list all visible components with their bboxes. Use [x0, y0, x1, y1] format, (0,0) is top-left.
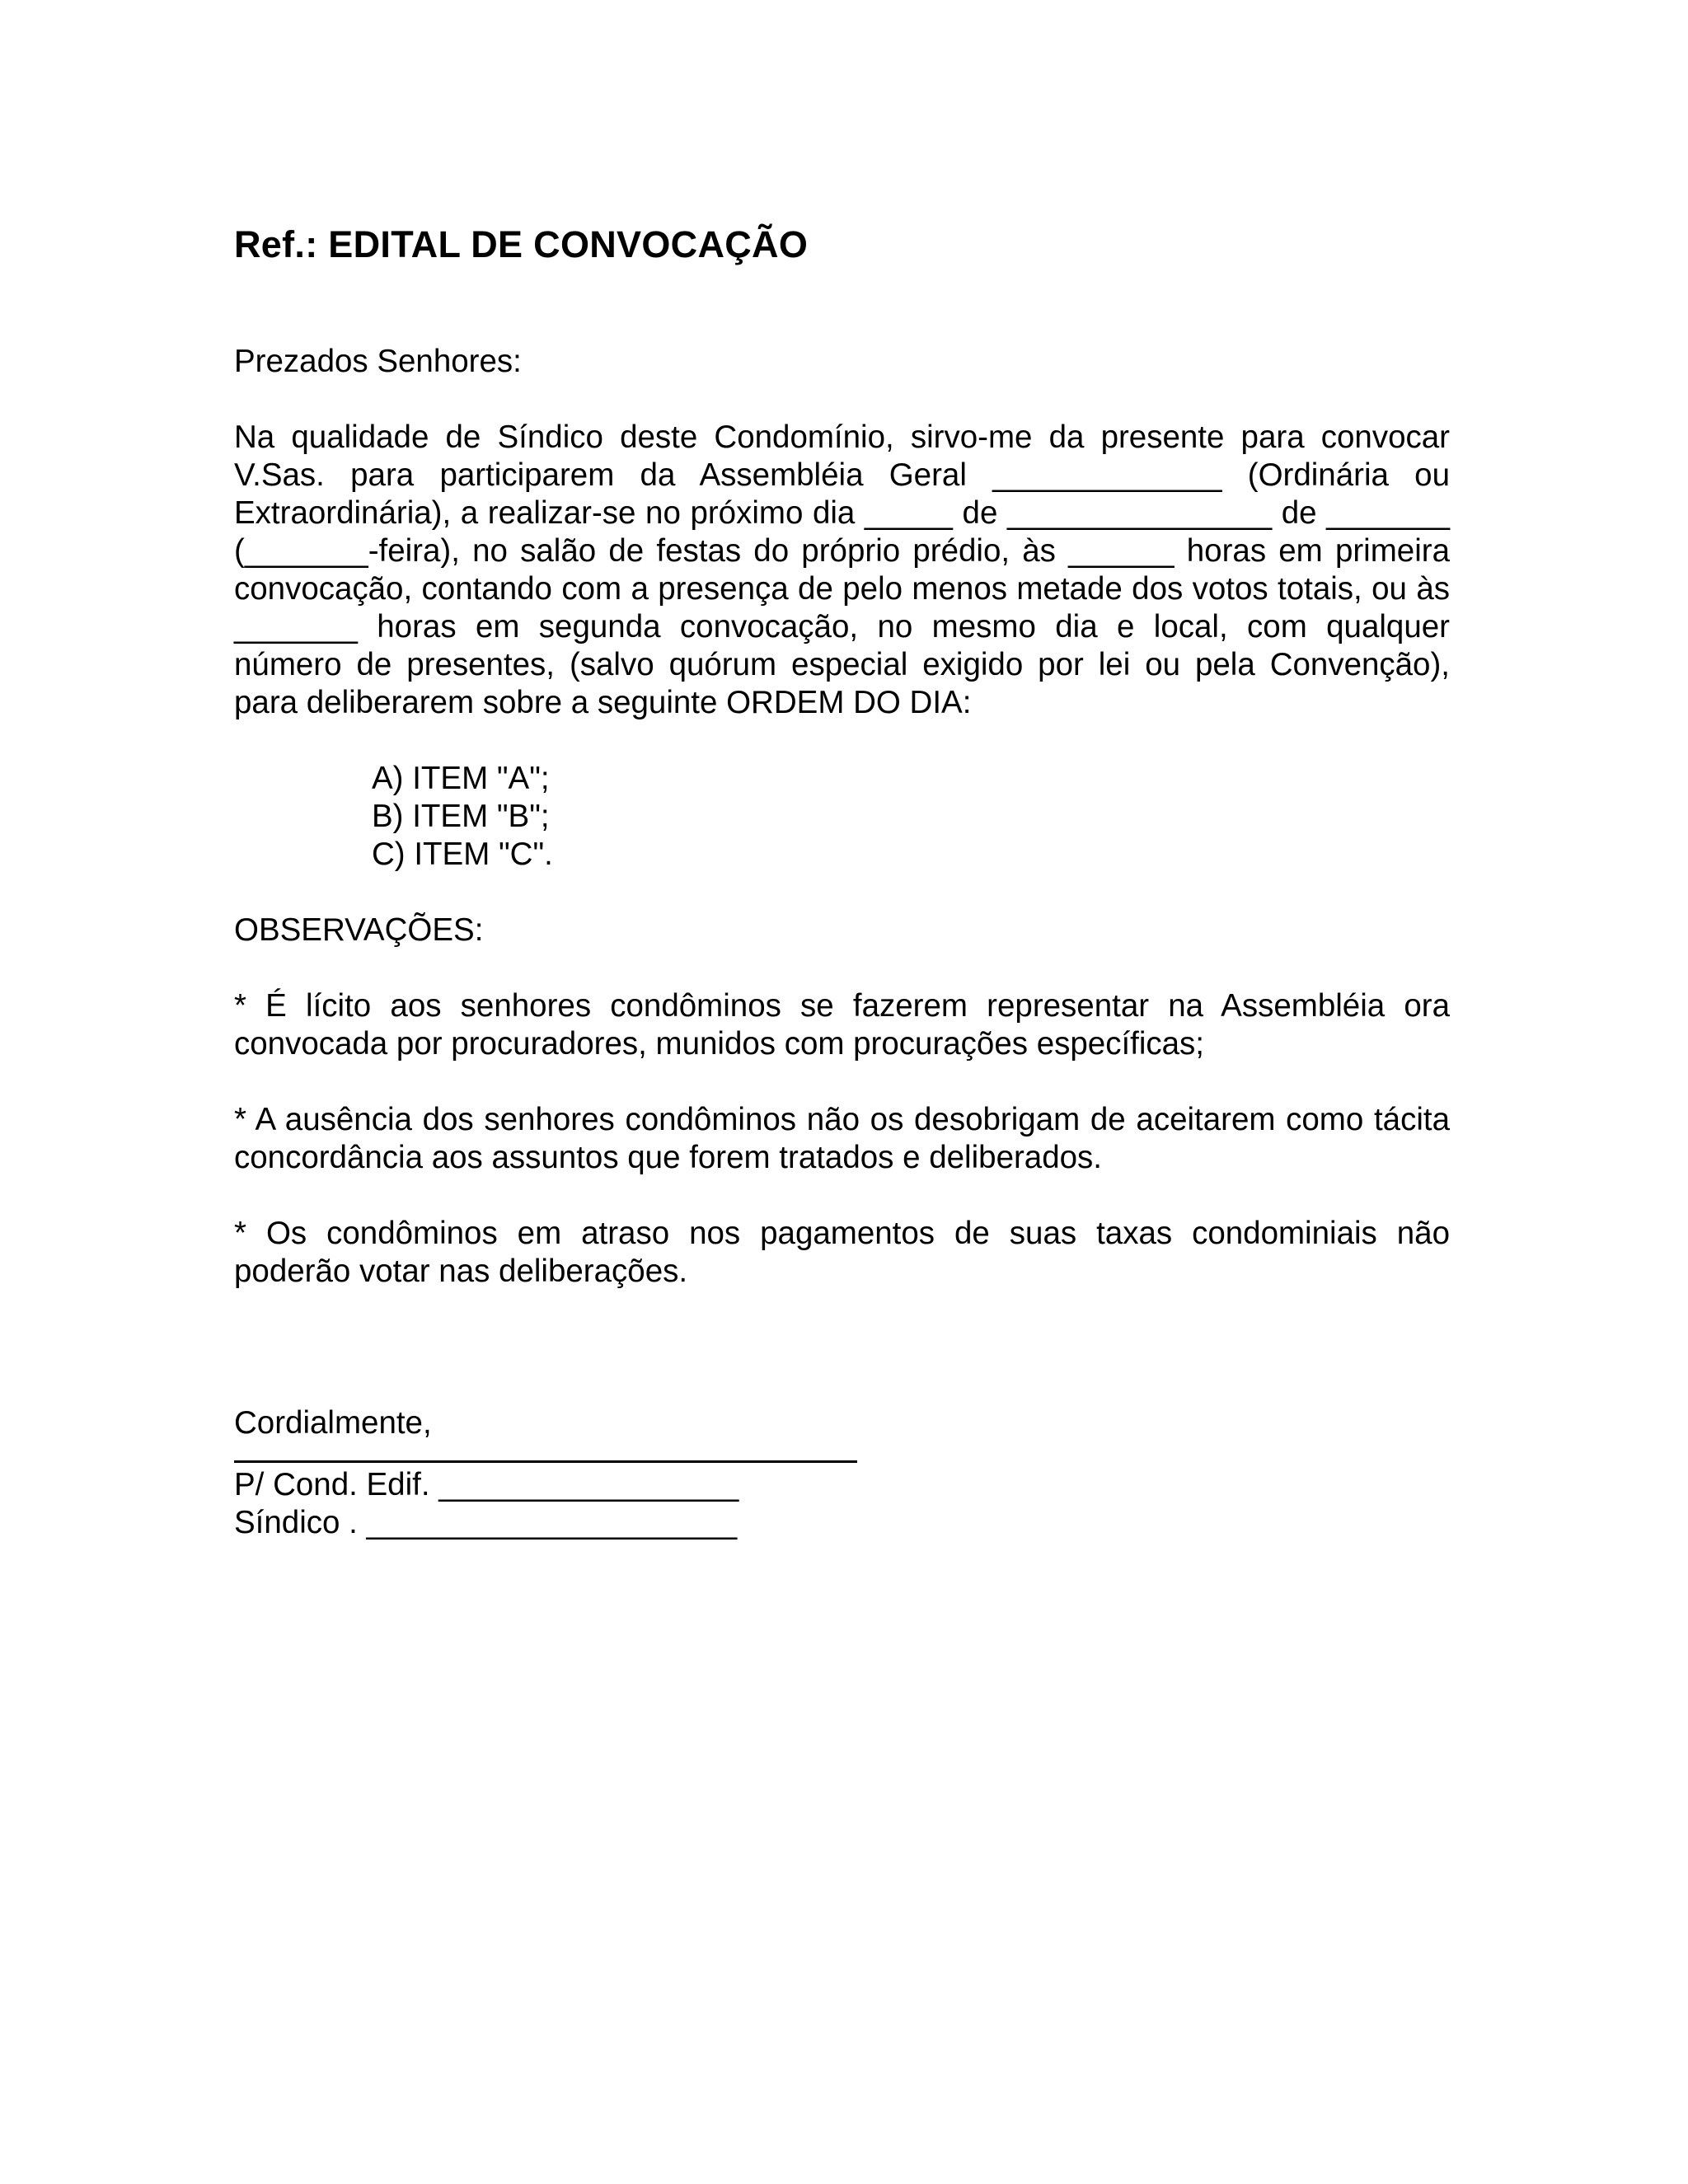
- observation-proxy: * É lícito aos senhores condôminos se fazerem representar na Assembléia ora convocada por procuradores, munidos com procurações específicas;: [234, 988, 1450, 1062]
- agenda-item-b: B) ITEM "B";: [372, 799, 550, 834]
- agenda-list: [372, 760, 1450, 874]
- closing: Cordialmente,: [234, 1405, 432, 1441]
- document-page: [234, 223, 1450, 1542]
- observation-absence: * A ausência dos senhores condôminos não os desobrigam de aceitarem como tácita concordância aos assuntos que forem tratados e deliberados.: [234, 1102, 1450, 1175]
- signature-sindico-line: Síndico . _____________________: [234, 1505, 738, 1540]
- agenda-item-c: C) ITEM "C".: [372, 837, 553, 872]
- signature-line: [234, 1460, 857, 1463]
- agenda-item-a: A) ITEM "A";: [372, 761, 550, 796]
- signature-cond-line: P/ Cond. Edif. _________________: [234, 1467, 739, 1502]
- convocation-paragraph: Na qualidade de Síndico deste Condomínio, sirvo-me da presente para convocar V.Sas. para participarem da Assembléia Geral _____________ (Ordinária ou Extraordinária), a realizar-se no próximo dia _____ de _______________ de _______ (_______-feira), no salão de festas do próprio prédio, às ______ horas em primeira convocação, contando com a presença de pelo menos metade dos votos totais, ou às _______ horas em segunda convocação, no mesmo dia e local, com qualquer número de presentes, (salvo quórum especial exigido por lei ou pela Convenção), para deliberarem sobre a seguinte ORDEM DO DIA:: [234, 419, 1450, 720]
- greeting: Prezados Senhores:: [234, 344, 522, 379]
- document-title: Ref.: EDITAL DE CONVOCAÇÃO: [234, 223, 809, 265]
- observations-heading: OBSERVAÇÕES:: [234, 912, 484, 948]
- observation-arrears: * Os condôminos em atraso nos pagamentos de suas taxas condominiais não poderão votar nas deliberações.: [234, 1216, 1450, 1289]
